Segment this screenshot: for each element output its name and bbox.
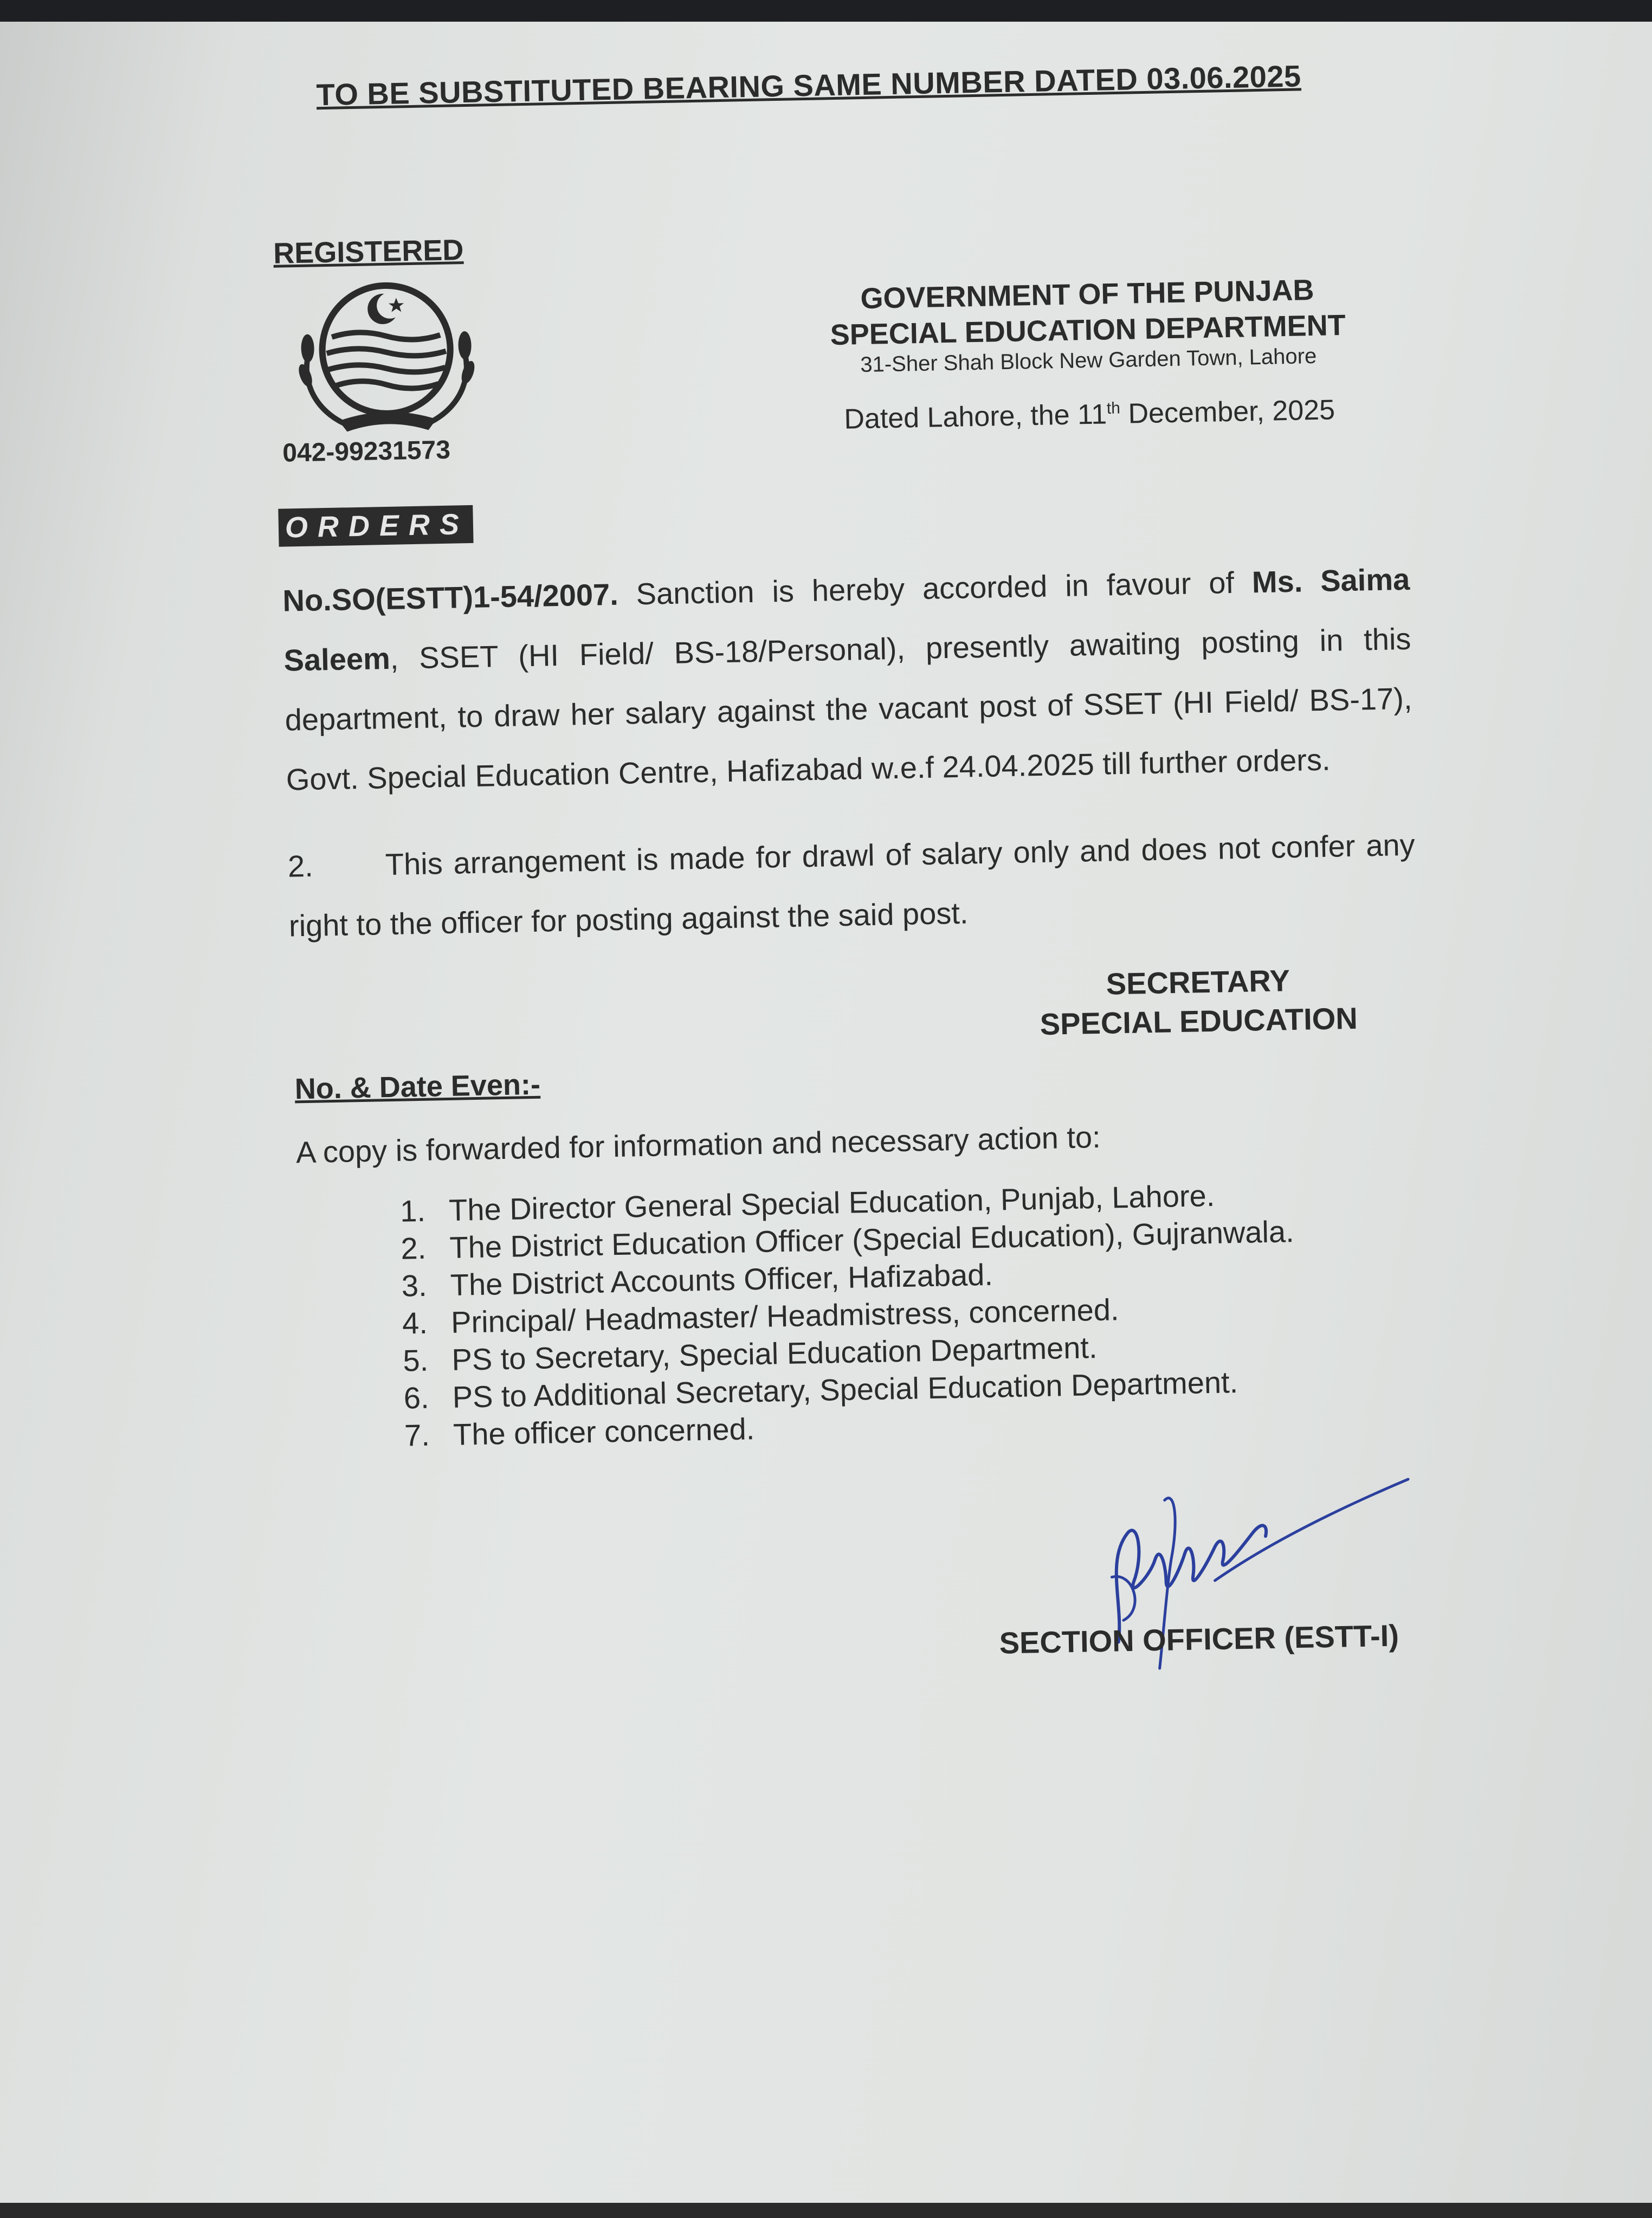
list-item-number: 7. xyxy=(404,1417,430,1453)
phone-number: 042-99231573 xyxy=(282,435,451,468)
secretary-title: SECRETARY xyxy=(1106,963,1290,1001)
distribution-list xyxy=(400,1174,1380,1454)
list-item-text: The Director General Special Education, Punjab, Lahore. xyxy=(448,1178,1215,1227)
paragraph-1-text-a: Sanction is hereby accorded in favour of xyxy=(618,565,1253,611)
list-item-number: 1. xyxy=(399,1193,426,1228)
registered-label: REGISTERED xyxy=(273,234,464,270)
punjab-emblem-icon xyxy=(287,280,486,441)
paragraph-1-text-b: , SSET (HI Field/ BS-18/Personal), presently awaiting posting in this department, to draw her salary against the vacant post of SSET (HI Field/ BS-17), Govt. Special Education Centre, Hafizabad w.e.f 24.04.2025 till further orders. xyxy=(285,621,1412,797)
date-rest: December, 2025 xyxy=(1120,394,1335,430)
department-name: SPECIAL EDUCATION DEPARTMENT xyxy=(830,308,1346,352)
distribution-intro: A copy is forwarded for information and necessary action to: xyxy=(295,1119,1101,1170)
order-date xyxy=(791,392,1388,436)
officer-name: Ms. Saima Saleem xyxy=(283,562,1410,678)
order-paragraph-2 xyxy=(287,815,1417,956)
list-item-number: 6. xyxy=(403,1380,430,1415)
order-paragraph-1 xyxy=(282,550,1414,810)
department-address: 31-Sher Shah Block New Garden Town, Lahore xyxy=(860,344,1317,377)
list-item-text: The officer concerned. xyxy=(453,1411,755,1452)
secretary-signatory xyxy=(997,959,1400,1044)
distribution-heading: No. & Date Even:- xyxy=(294,1068,541,1106)
government-name: GOVERNMENT OF THE PUNJAB xyxy=(860,274,1314,315)
list-item-text: The District Accounts Officer, Hafizabad. xyxy=(450,1257,993,1302)
list-item-text: The District Education Officer (Special Education), Gujranwala. xyxy=(449,1214,1295,1265)
secretary-department: SPECIAL EDUCATION xyxy=(1040,1001,1358,1041)
department-heading xyxy=(789,271,1386,354)
order-number: No.SO(ESTT)1-54/2007. xyxy=(282,577,619,618)
paragraph-2-text: This arrangement is made for drawl of salary only and does not confer any right to the officer for posting against the said post. xyxy=(288,827,1416,943)
list-item-number: 2. xyxy=(400,1230,427,1266)
orders-label: ORDERS xyxy=(278,505,473,547)
list-item-number: 5. xyxy=(402,1343,429,1378)
substitute-notice: TO BE SUBSTITUTED BEARING SAME NUMBER DATED 03.06.2025 xyxy=(316,59,1302,112)
list-item-text: Principal/ Headmaster/ Headmistress, concerned. xyxy=(450,1292,1120,1339)
list-item-number: 3. xyxy=(401,1268,428,1303)
section-officer-title: SECTION OFFICER (ESTT-I) xyxy=(999,1618,1399,1660)
paragraph-2-number: 2. xyxy=(287,848,314,884)
date-suffix-sup: th xyxy=(1106,399,1121,418)
list-item-number: 4. xyxy=(402,1305,428,1340)
list-item-text: PS to Additional Secretary, Special Education Department. xyxy=(452,1365,1238,1414)
date-prefix: Dated Lahore, the 11 xyxy=(843,398,1107,435)
list-item-text: PS to Secretary, Special Education Department. xyxy=(451,1330,1098,1377)
